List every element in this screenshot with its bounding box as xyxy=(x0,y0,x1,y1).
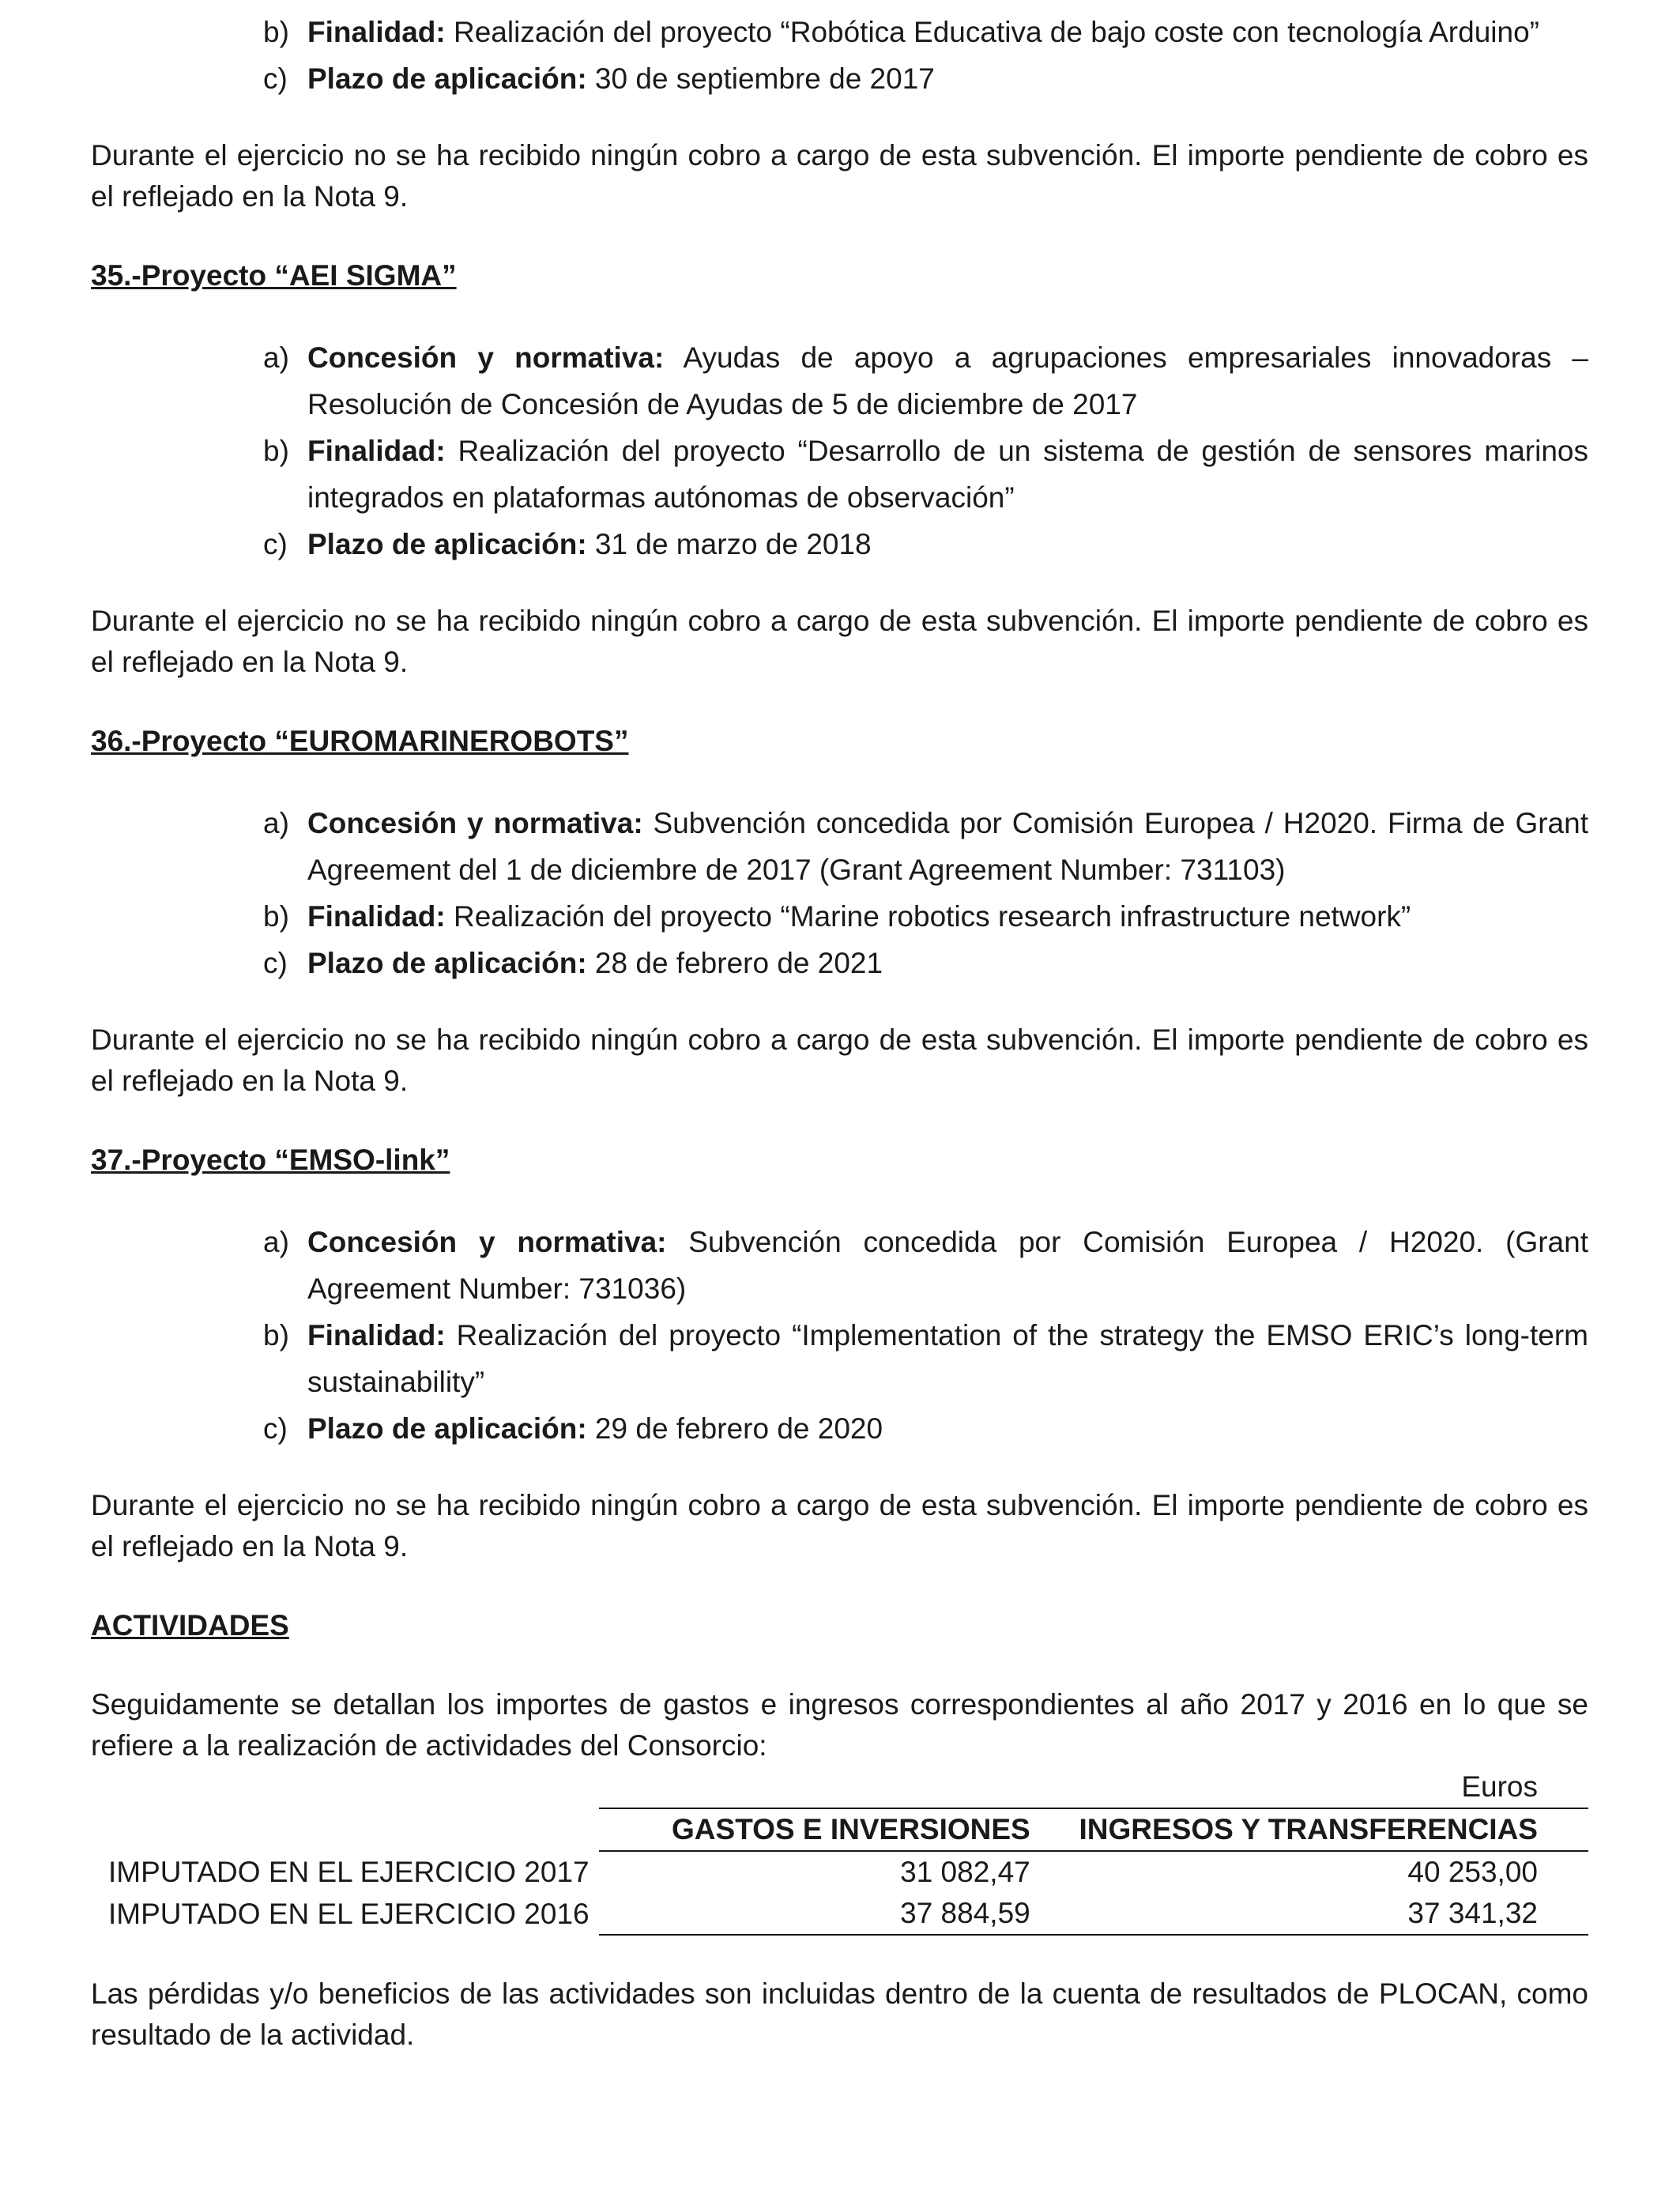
item-text: Ayudas de apoyo a agrupaciones empresariales innovadoras – Resolución de Concesión de Ayudas de 5 de diciembre de 2017 xyxy=(307,341,1588,420)
item-label: Plazo de aplicación: xyxy=(307,528,587,560)
list-item xyxy=(263,55,1588,102)
list-item xyxy=(263,800,1588,893)
list-item xyxy=(263,1219,1588,1312)
item-text: Subvención concedida por Comisión Europea / H2020. Firma de Grant Agreement del 1 de diciembre de 2017 (Grant Agreement Number: 731103) xyxy=(307,807,1588,886)
activities-intro: Seguidamente se detallan los importes de gastos e ingresos correspondientes al año 2017 y 2016 en lo que se refiere a la realización de actividades del Consorcio: xyxy=(91,1688,1588,1762)
item-text: 30 de septiembre de 2017 xyxy=(586,62,935,95)
column-header: GASTOS E INVERSIONES xyxy=(599,1808,1078,1851)
list-marker: b) xyxy=(263,435,289,467)
collection-note: Durante el ejercicio no se ha recibido ningún cobro a cargo de esta subvención. El importe pendiente de cobro es el reflejado en la Nota 9. xyxy=(91,139,1588,213)
item-text: Subvención concedida por Comisión Europea / H2020. (Grant Agreement Number: 731036) xyxy=(307,1226,1588,1305)
unit-label: Euros xyxy=(1461,1770,1538,1803)
section-heading-35: 35.-Proyecto “AEI SIGMA” xyxy=(91,259,457,292)
top-list xyxy=(91,9,1588,102)
list-item xyxy=(263,1312,1588,1405)
item-text: 28 de febrero de 2021 xyxy=(586,947,883,979)
row-label: IMPUTADO EN EL EJERCICIO 2016 xyxy=(108,1897,590,1930)
activities-heading: ACTIVIDADES xyxy=(91,1609,289,1642)
item-label: Finalidad: xyxy=(307,1319,446,1351)
item-label: Plazo de aplicación: xyxy=(307,947,587,979)
item-text: Realización del proyecto “Robótica Educativa de bajo coste con tecnología Arduino” xyxy=(445,16,1539,48)
table-header-row xyxy=(91,1808,1588,1851)
section-heading-37: 37.-Proyecto “EMSO-link” xyxy=(91,1144,450,1176)
item-label: Concesión y normativa: xyxy=(307,807,643,839)
item-label: Finalidad: xyxy=(307,435,446,467)
item-label: Concesión y normativa: xyxy=(307,1226,667,1258)
item-label: Plazo de aplicación: xyxy=(307,62,587,95)
collection-note: Durante el ejercicio no se ha recibido ningún cobro a cargo de esta subvención. El importe pendiente de cobro es el reflejado en la Nota 9. xyxy=(91,1023,1588,1097)
section-36-list xyxy=(91,800,1588,986)
table-cell: 37 341,32 xyxy=(1078,1893,1588,1935)
collection-note: Durante el ejercicio no se ha recibido ningún cobro a cargo de esta subvención. El importe pendiente de cobro es el reflejado en la Nota 9. xyxy=(91,605,1588,678)
table-row xyxy=(91,1851,1588,1893)
section-heading-36: 36.-Proyecto “EUROMARINEROBOTS” xyxy=(91,725,629,757)
item-label: Finalidad: xyxy=(307,16,446,48)
section-37-list xyxy=(91,1219,1588,1452)
item-text: Realización del proyecto “Marine robotics research infrastructure network” xyxy=(445,900,1411,933)
list-marker: c) xyxy=(263,947,288,979)
table-cell: 40 253,00 xyxy=(1407,1856,1538,1888)
item-label: Concesión y normativa: xyxy=(307,341,665,374)
table-cell: 31 082,47 xyxy=(900,1856,1030,1888)
activities-table xyxy=(91,1766,1588,1936)
list-item xyxy=(263,334,1588,428)
list-item xyxy=(263,521,1588,567)
list-marker: b) xyxy=(263,16,289,48)
list-marker: a) xyxy=(263,807,289,839)
list-marker: c) xyxy=(263,528,288,560)
collection-note: Durante el ejercicio no se ha recibido ningún cobro a cargo de esta subvención. El importe pendiente de cobro es el reflejado en la Nota 9. xyxy=(91,1489,1588,1563)
item-label: Finalidad: xyxy=(307,900,446,933)
list-item xyxy=(263,1405,1588,1452)
list-marker: b) xyxy=(263,1319,289,1351)
list-item xyxy=(263,428,1588,521)
item-text: Realización del proyecto “Desarrollo de un sistema de gestión de sensores marinos integrados en plataformas autónomas de observación” xyxy=(307,435,1588,514)
item-text: 29 de febrero de 2020 xyxy=(586,1412,883,1445)
list-marker: c) xyxy=(263,1412,288,1445)
section-35-list xyxy=(91,334,1588,567)
item-text: Realización del proyecto “Implementation of the strategy the EMSO ERIC’s long-term sustainability” xyxy=(307,1319,1588,1398)
column-header: INGRESOS Y TRANSFERENCIAS xyxy=(1078,1808,1588,1851)
activities-closing: Las pérdidas y/o beneficios de las actividades son incluidas dentro de la cuenta de resultados de PLOCAN, como resultado de la actividad. xyxy=(91,1977,1588,2051)
list-marker: a) xyxy=(263,341,289,374)
list-item xyxy=(263,940,1588,986)
table-row xyxy=(91,1893,1588,1935)
list-item xyxy=(263,9,1588,55)
list-item xyxy=(263,893,1588,940)
table-unit-row xyxy=(91,1766,1588,1808)
list-marker: a) xyxy=(263,1226,289,1258)
row-label: IMPUTADO EN EL EJERCICIO 2017 xyxy=(108,1855,590,1888)
document-content xyxy=(91,0,1588,2056)
table-cell: 37 884,59 xyxy=(599,1893,1078,1935)
item-label: Plazo de aplicación: xyxy=(307,1412,587,1445)
list-marker: b) xyxy=(263,900,289,933)
item-text: 31 de marzo de 2018 xyxy=(586,528,872,560)
list-marker: c) xyxy=(263,62,288,95)
